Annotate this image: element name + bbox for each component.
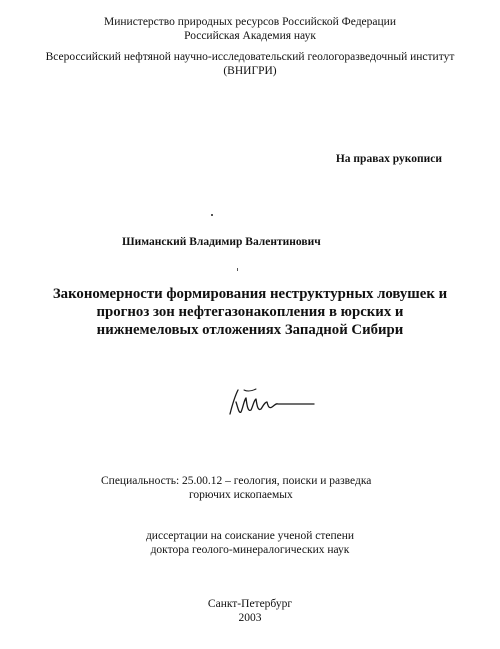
thesis-title-line-1: Закономерности формирования неструктурных ловушек и [52,286,448,302]
academy-name: Российская Академия наук [184,30,316,42]
author-signature [226,384,316,420]
specialty-line-2: горючих ископаемых [189,489,293,501]
city-name: Санкт-Петербург [207,598,293,610]
dissertation-line-1: диссертации на соискание ученой степени [145,530,355,542]
ministry-name: Министерство природных ресурсов Российской Федерации [104,16,396,28]
manuscript-note: На правах рукописи [335,153,442,165]
scan-speck [237,268,238,271]
institute-abbreviation: (ВНИГРИ) [223,65,277,77]
institute-name: Всероссийский нефтяной научно-исследовательский геологоразведочный институт [45,51,455,63]
dissertation-line-2: доктора геолого-минералогических наук [150,544,350,556]
specialty-line-1: Специальность: 25.00.12 – геология, поиски и разведка [101,475,372,487]
thesis-title-line-3: нижнемеловых отложениях Западной Сибири [96,322,404,338]
year: 2003 [238,612,262,624]
scan-speck [211,214,213,216]
author-name: Шиманский Владимир Валентинович [122,236,321,248]
thesis-title-line-2: прогноз зон нефтегазонакопления в юрских и [96,304,404,320]
